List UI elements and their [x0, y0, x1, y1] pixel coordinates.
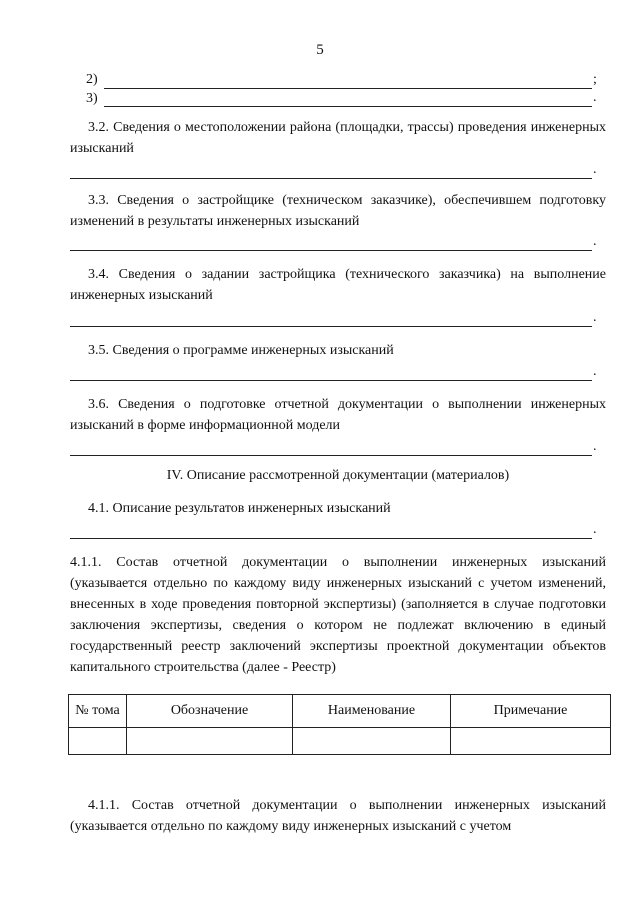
- table-cell: [451, 728, 611, 755]
- section-3-2-text: 3.2. Сведения о местоположении района (площадки, трассы) проведения инженерных изысканий: [70, 120, 606, 156]
- section-4-1-text: 4.1. Описание результатов инженерных изысканий: [88, 501, 391, 516]
- list-item-3-label: 3): [86, 91, 98, 106]
- table-row: [69, 728, 611, 755]
- section-4-1-end: .: [593, 522, 597, 537]
- table-header-note: Примечание: [451, 695, 611, 728]
- list-item-3-fill-line: [104, 106, 592, 107]
- table-cell: [293, 728, 451, 755]
- section-3-3-fill-line: [70, 250, 592, 251]
- section-3-2-fill-line: [70, 178, 592, 179]
- section-4-1-1-repeat-text: 4.1.1. Состав отчетной документации о выполнении инженерных изысканий (указывается отдельно по каждому виду инженерных изысканий с учетом: [70, 798, 606, 834]
- section-3-6-fill-line: [70, 455, 592, 456]
- section-3-3-end: .: [593, 234, 597, 249]
- table-header-row: [69, 695, 611, 728]
- section-3-4-end: .: [593, 310, 597, 325]
- section-3-4-text: 3.4. Сведения о задании застройщика (технического заказчика) на выполнение инженерных изысканий: [70, 267, 606, 303]
- chapter-4-heading: IV. Описание рассмотренной документации (материалов): [166, 468, 510, 483]
- table-cell: [127, 728, 293, 755]
- section-3-6-end: .: [593, 439, 597, 454]
- list-item-3-end: .: [593, 90, 597, 105]
- table-header-designation: Обозначение: [127, 695, 293, 728]
- list-item-2-fill-line: [104, 88, 592, 89]
- section-3-5-end: .: [593, 364, 597, 379]
- section-3-5-text: 3.5. Сведения о программе инженерных изысканий: [88, 343, 394, 358]
- table-header-volume: № тома: [69, 695, 127, 728]
- list-item-2-end: ;: [593, 72, 597, 87]
- section-4-1-fill-line: [70, 538, 592, 539]
- page-number: 5: [316, 42, 324, 58]
- section-4-1-1-text: 4.1.1. Состав отчетной документации о выполнении инженерных изысканий (указывается отдельно по каждому виду инженерных изысканий с учетом изменений, внесенных в ходе проведения повторной экспертизы) (заполняется в случае подготовки заключения экспертизы, сведения о котором не подлежат включению в единый государственный реестр заключений экспертизы проектной документации объектов капитального строительства (далее - Реестр): [70, 555, 606, 675]
- documentation-table: [68, 694, 611, 755]
- section-3-2-end: .: [593, 162, 597, 177]
- section-3-3-text: 3.3. Сведения о застройщике (техническом заказчике), обеспечившем подготовку изменений в результаты инженерных изысканий: [70, 193, 606, 229]
- table-header-name: Наименование: [293, 695, 451, 728]
- list-item-2-label: 2): [86, 72, 98, 87]
- section-3-6-text: 3.6. Сведения о подготовке отчетной документации о выполнении инженерных изысканий в форме информационной модели: [70, 397, 606, 433]
- section-3-5-fill-line: [70, 380, 592, 381]
- table-cell: [69, 728, 127, 755]
- section-3-4-fill-line: [70, 326, 592, 327]
